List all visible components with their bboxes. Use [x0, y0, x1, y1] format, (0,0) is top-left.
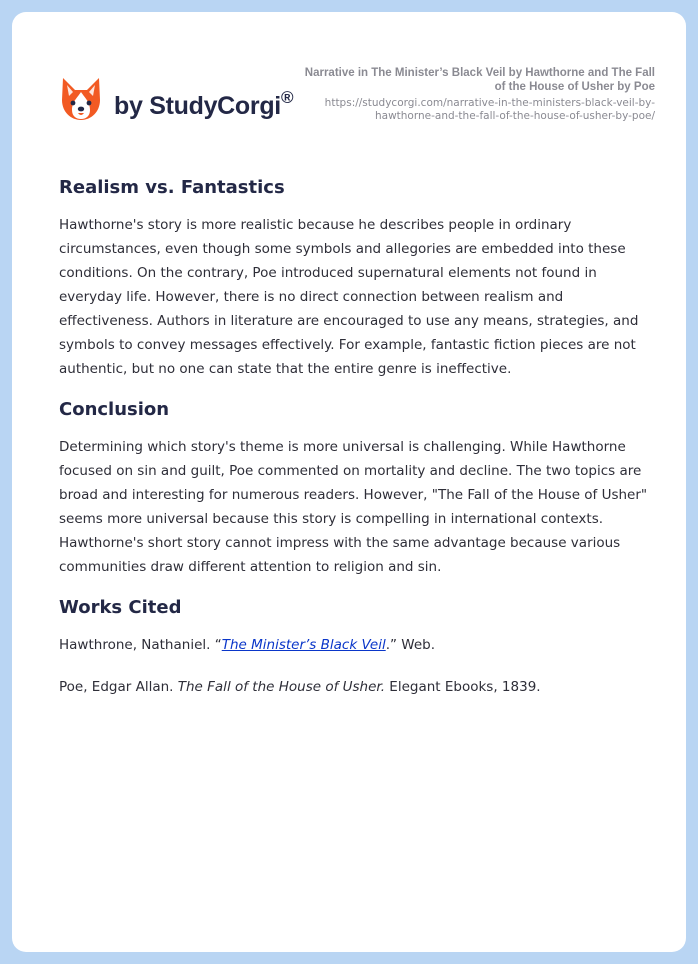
logo-text: by StudyCorgi: [114, 92, 281, 120]
document-url[interactable]: https://studycorgi.com/narrative-in-the-ministers-black-veil-by-hawthorne-and-the-fall-of-the-house-of-usher-by-poe/: [324, 97, 655, 122]
section-heading-conclusion: Conclusion: [59, 399, 170, 420]
document-title: Narrative in The Minister’s Black Veil by Hawthorne and The Fall of the House of Usher by Poe: [304, 67, 655, 93]
document-meta: [295, 66, 655, 123]
studycorgi-logo[interactable]: [60, 76, 310, 126]
section-body-conclusion: Determining which story's theme is more universal is challenging. While Hawthorne focused on sin and guilt, Poe commented on mortality and decline. The two topics are broad and interesting for numerous readers. However, "The Fall of the House of Usher" seems more universal because this story is compelling in international contexts. Hawthorne's short story cannot impress with the same advantage because various communities draw different attention to religion and sin.: [59, 439, 648, 575]
corgi-logo-icon: [60, 76, 102, 122]
citation-title-link[interactable]: The Minister’s Black Veil: [221, 637, 386, 653]
works-cited-heading: Works Cited: [59, 597, 182, 618]
page-header: [12, 12, 686, 152]
citation-prefix: Poe, Edgar Allan.: [59, 679, 178, 695]
citation-entry: [59, 633, 659, 657]
section-heading-realism: Realism vs. Fantastics: [59, 177, 285, 198]
document-page: [12, 12, 686, 952]
citation-prefix: Hawthrone, Nathaniel. “: [59, 637, 222, 653]
registered-mark: ®: [281, 88, 294, 107]
citation-suffix: Elegant Ebooks, 1839.: [385, 679, 541, 695]
citation-title: The Fall of the House of Usher.: [177, 679, 386, 695]
section-body-realism: Hawthorne's story is more realistic because he describes people in ordinary circumstances, even though some symbols and allegories are embedded into these conditions. On the contrary, Poe introduced supernatural elements not found in everyday life. However, there is no direct connection between realism and effectiveness. Authors in literature are encouraged to use any means, strategies, and symbols to convey messages effectively. For example, fantastic fiction pieces are not authentic, but no one can state that the entire genre is ineffective.: [59, 217, 639, 377]
citation-suffix: .” Web.: [385, 637, 436, 653]
document-content: [59, 175, 659, 699]
citation-entry: [59, 675, 659, 699]
